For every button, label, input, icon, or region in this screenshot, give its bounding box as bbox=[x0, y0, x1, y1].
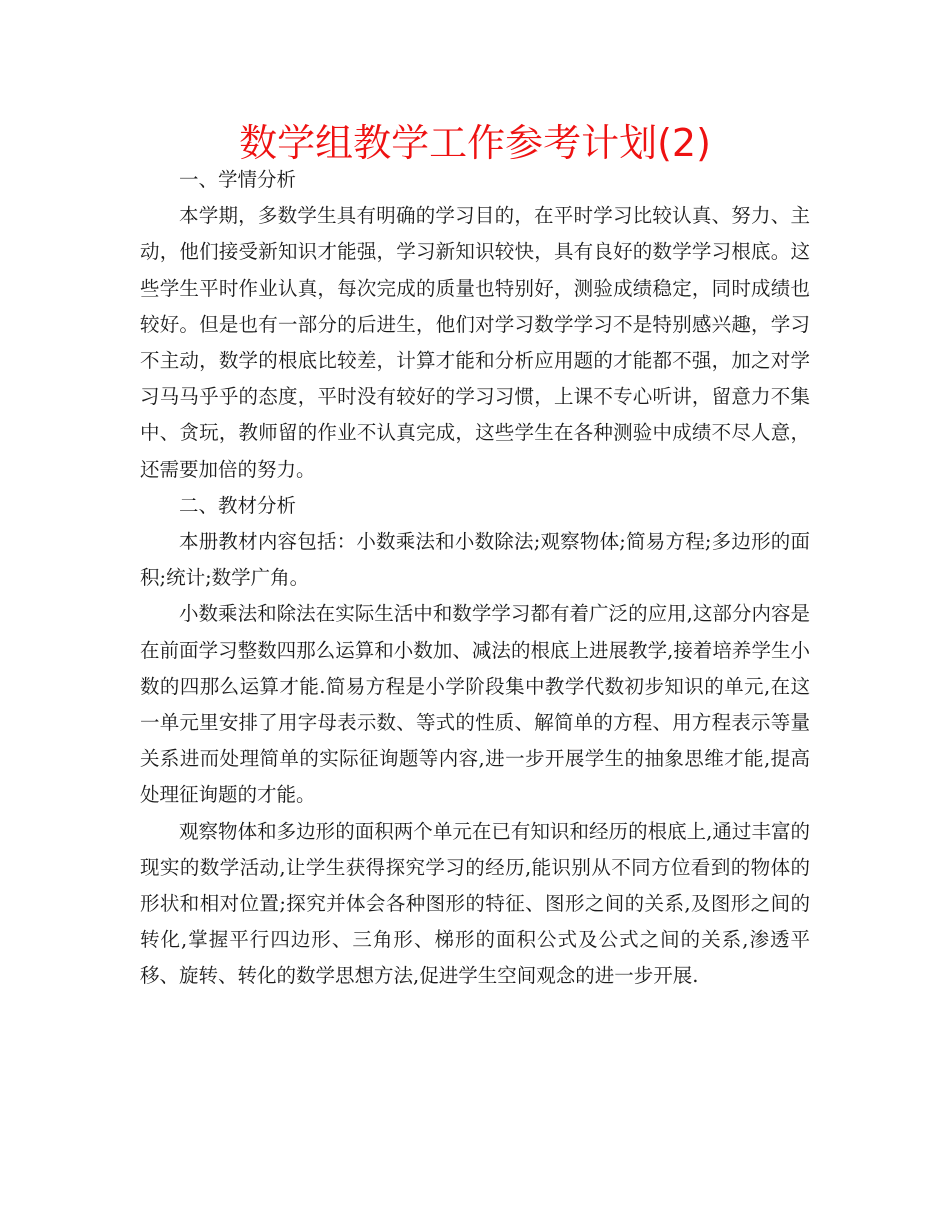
paragraph-textbook-contents: 本册教材内容包括：小数乘法和小数除法;观察物体;简易方程;多边形的面积;统计;数学广角。 bbox=[140, 530, 810, 590]
paragraph-learning-analysis: 本学期，多数学生具有明确的学习目的，在平时学习比较认真、努力、主动，他们接受新知识才能强，学习新知识较快，具有良好的数学学习根底。这些学生平时作业认真，每次完成的质量也特别好，测验成绩稳定，同时成绩也较好。但是也有一部分的后进生，他们对学习数学学习不是特别感兴趣，学习不主动，数学的根底比较差，计算才能和分析应用题的才能都不强，加之对学习马马乎乎的态度，平时没有较好的学习习惯，上课不专心听讲，留意力不集中、贪玩，教师留的作业不认真完成，这些学生在各种测验中成绩不尽人意，还需要加倍的努力。 bbox=[140, 204, 810, 481]
section-heading-textbook-analysis: 二、教材分析 bbox=[179, 493, 297, 517]
section-heading-learning-analysis: 一、学情分析 bbox=[179, 168, 297, 191]
document-title: 数学组教学工作参考计划(2) bbox=[239, 121, 711, 165]
document-body bbox=[140, 162, 810, 995]
paragraph-geometry-units: 观察物体和多边形的面积两个单元在已有知识和经历的根底上,通过丰富的现实的数学活动,让学生获得探究学习的经历,能识别从不同方位看到的物体的形状和相对位置;探究并体会各种图形的特征、图形之间的关系,及图形之间的转化,掌握平行四边形、三角形、梯形的面积公式及公式之间的关系,渗透平移、旋转、转化的数学思想方法,促进学生空间观念的进一步开展. bbox=[140, 819, 810, 988]
paragraph-decimal-operations: 小数乘法和除法在实际生活中和数学学习都有着广泛的应用,这部分内容是在前面学习整数四那么运算和小数加、减法的根底上进展教学,接着培养学生小数的四那么运算才能.简易方程是小学阶段集中教学代数初步知识的单元,在这一单元里安排了用字母表示数、等式的性质、解简单的方程、用方程表示等量关系进而处理简单的实际征询题等内容,进一步开展学生的抽象思维才能,提高处理征询题的才能。 bbox=[140, 602, 810, 807]
